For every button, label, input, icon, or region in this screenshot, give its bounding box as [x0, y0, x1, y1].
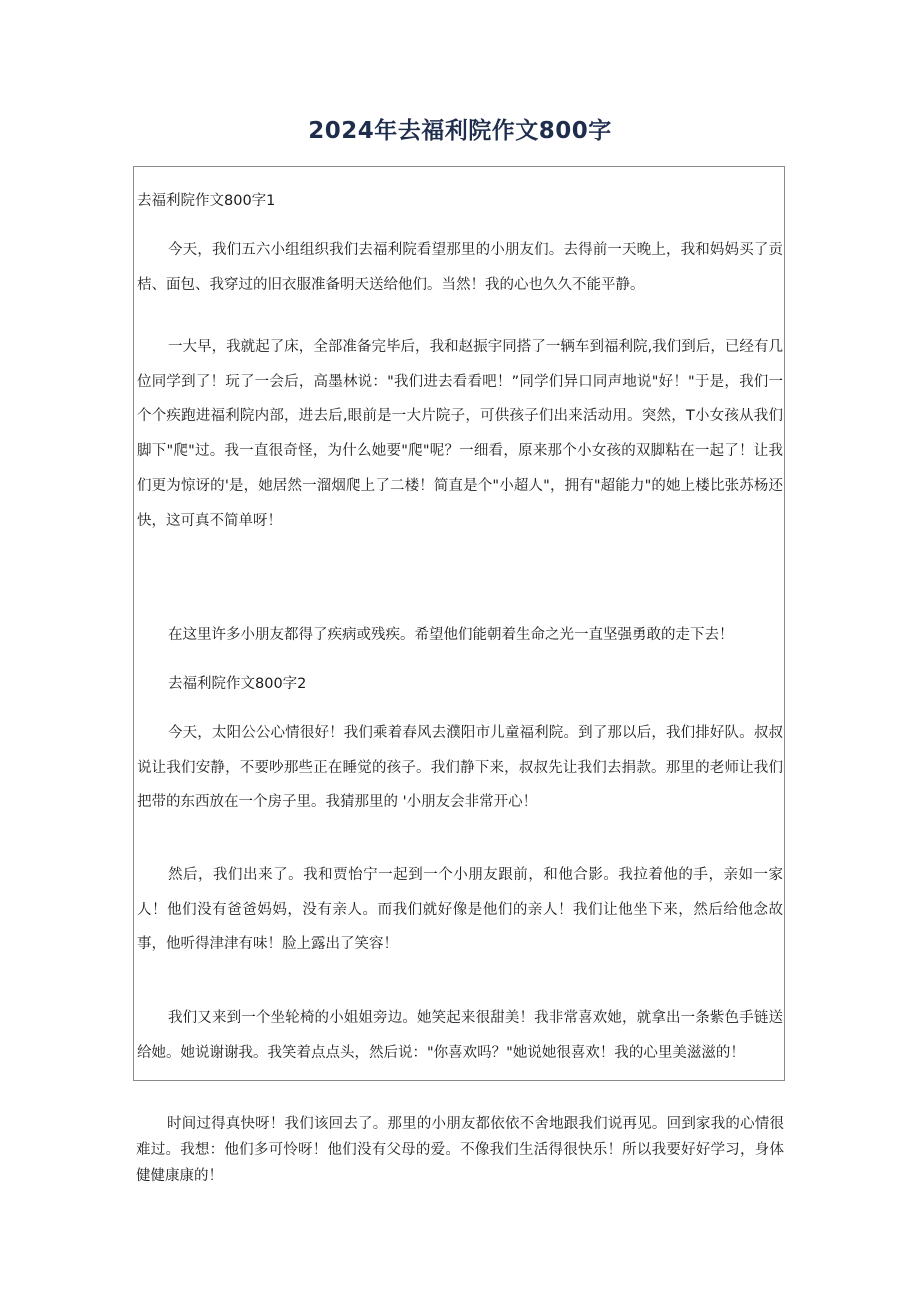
paragraph-3: 在这里许多小朋友都得了疾病或残疾。希望他们能朝着生命之光一直坚强勇敢的走下去！ [168, 627, 734, 643]
paragraph-2: 一大早，我就起了床，全部准备完毕后，我和赵振宇同搭了一辆车到福利院,我们到后，已经有几位同学到了！玩了一会后，高墨林说："我们进去看看吧！”同学们异口同声地说"好！"于是，我们一个个疾跑进福利院内部，进去后,眼前是一大片院子，可供孩子们出来活动用。突然，T小女孩从我们脚下"爬"过。我一直很奇怪，为什么她要"爬"呢？一细看，原来那个小女孩的双脚粘在一起了！让我们更为惊讶的'是，她居然一溜烟爬上了二楼！简直是个"小超人"，拥有"超能力"的她上楼比张苏杨还快，这可真不简单呀！ [137, 339, 783, 529]
essay-box [133, 166, 785, 1081]
paragraph-5: 然后，我们出来了。我和贾怡宁一起到一个小朋友跟前，和他合影。我拉着他的手，亲如一家人！他们没有爸爸妈妈，没有亲人。而我们就好像是他们的亲人！我们让他坐下来，然后给他念故事，他听得津津有味！脸上露出了笑容！ [137, 867, 783, 953]
page-title: 2024年去福利院作文800字 [308, 118, 612, 144]
section-heading-1: 去福利院作文800字1 [137, 193, 276, 209]
closing-paragraph: 时间过得真快呀！我们该回去了。那里的小朋友都依依不舍地跟我们说再见。回到家我的心情很难过。我想：他们多可怜呀！他们没有父母的爱。不像我们生活得很快乐！所以我要好好学习，身体健健康康的！ [136, 1116, 784, 1184]
paragraph-1: 今天，我们五六小组组织我们去福利院看望那里的小朋友们。去得前一天晚上，我和妈妈买了贡桔、面包、我穿过的旧衣服准备明天送给他们。当然！我的心也久久不能平静。 [137, 242, 783, 293]
paragraph-6: 我们又来到一个坐轮椅的小姐姐旁边。她笑起来很甜美！我非常喜欢她，就拿出一条紫色手链送给她。她说谢谢我。我笑着点点头，然后说："你喜欢吗？"她说她很喜欢！我的心里美滋滋的！ [137, 1010, 783, 1061]
section-heading-2: 去福利院作文800字2 [168, 676, 307, 692]
paragraph-4: 今天，太阳公公心情很好！我们乘着春风去濮阳市儿童福利院。到了那以后，我们排好队。叔叔说让我们安静，不要吵那些正在睡觉的孩子。我们静下来，叔叔先让我们去捐款。那里的老师让我们把带的东西放在一个房子里。我猜那里的 '小朋友会非常开心！ [137, 725, 783, 811]
